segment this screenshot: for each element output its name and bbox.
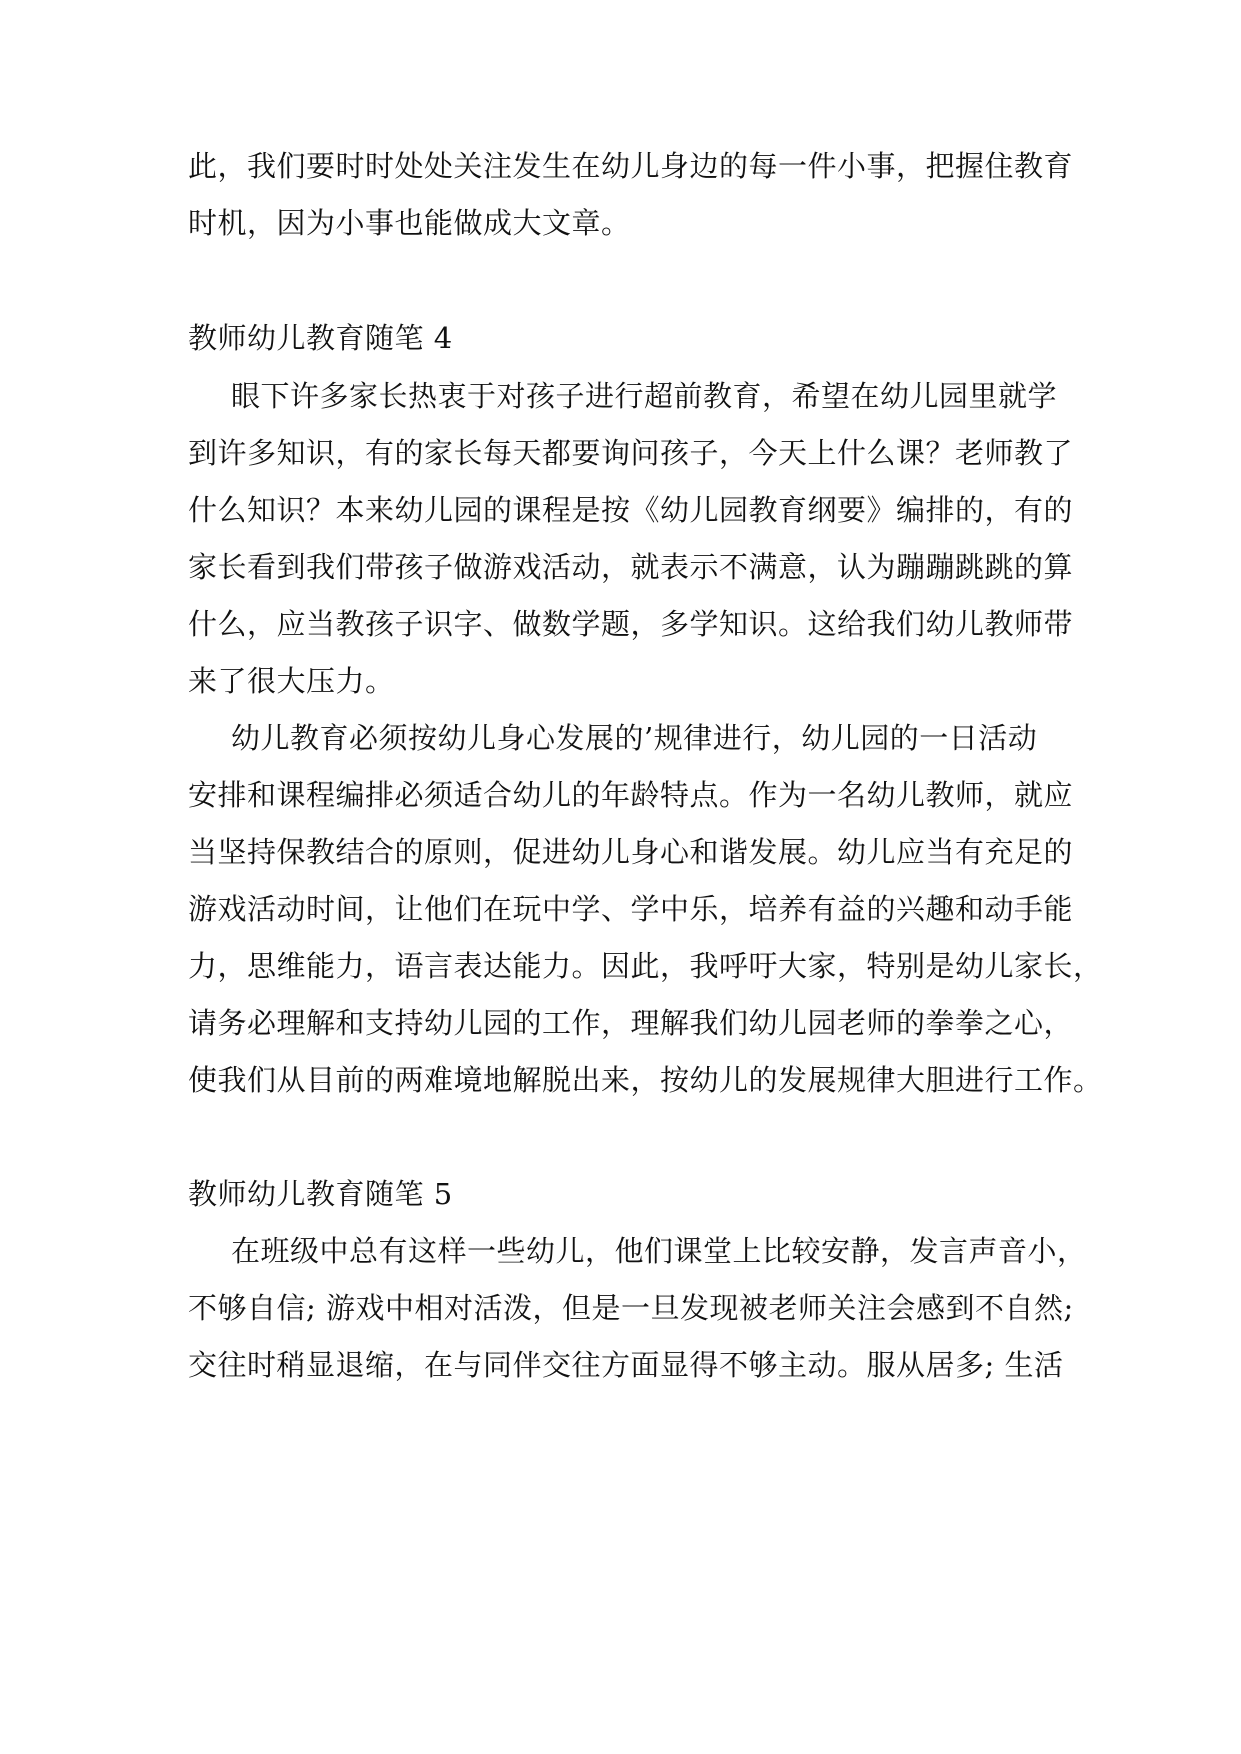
paragraph-line: 到许多知识，有的家长每天都要询问孩子，今天上什么课？老师教了	[188, 436, 1074, 470]
paragraph-line: 使我们从目前的两难境地解脱出来，按幼儿的发展规律大胆进行工作。	[188, 1063, 1103, 1097]
paragraph-line: 安排和课程编排必须适合幼儿的年龄特点。作为一名幼儿教师，就应	[188, 778, 1074, 812]
paragraph-line: 家长看到我们带孩子做游戏活动，就表示不满意，认为蹦蹦跳跳的算	[188, 550, 1074, 584]
paragraph-line: 什么，应当教孩子识字、做数学题，多学知识。这给我们幼儿教师带	[188, 607, 1074, 641]
paragraph-line: 什么知识？本来幼儿园的课程是按《幼儿园教育纲要》编排的，有的	[188, 493, 1074, 527]
paragraph-line: 当坚持保教结合的原则，促进幼儿身心和谐发展。幼儿应当有充足的	[188, 835, 1074, 869]
paragraph-line: 请务必理解和支持幼儿园的工作，理解我们幼儿园老师的拳拳之心，	[188, 1006, 1074, 1040]
paragraph-line: 力，思维能力，语言表达能力。因此，我呼吁大家，特别是幼儿家长，	[188, 949, 1103, 983]
paragraph-line: 不够自信; 游戏中相对活泼，但是一旦发现被老师关注会感到不自然;	[188, 1291, 1074, 1325]
paragraph-line: 交往时稍显退缩，在与同伴交往方面显得不够主动。服从居多; 生活	[188, 1348, 1064, 1382]
paragraph-line: 在班级中总有这样一些幼儿，他们课堂上比较安静，发言声音小，	[231, 1234, 1087, 1268]
paragraph-line: 时机，因为小事也能做成大文章。	[188, 206, 631, 240]
section-heading: 教师幼儿教育随笔 4	[188, 321, 453, 355]
paragraph-line: 来了很大压力。	[188, 664, 395, 698]
paragraph-line: 此，我们要时时处处关注发生在幼儿身边的每一件小事，把握住教育	[188, 149, 1074, 183]
paragraph-line: 游戏活动时间，让他们在玩中学、学中乐，培养有益的兴趣和动手能	[188, 892, 1074, 926]
paragraph-line: 眼下许多家长热衷于对孩子进行超前教育，希望在幼儿园里就学	[231, 379, 1058, 413]
paragraph-line: 幼儿教育必须按幼儿身心发展的’规律进行，幼儿园的一日活动	[231, 721, 1038, 755]
section-heading: 教师幼儿教育随笔 5	[188, 1177, 453, 1211]
